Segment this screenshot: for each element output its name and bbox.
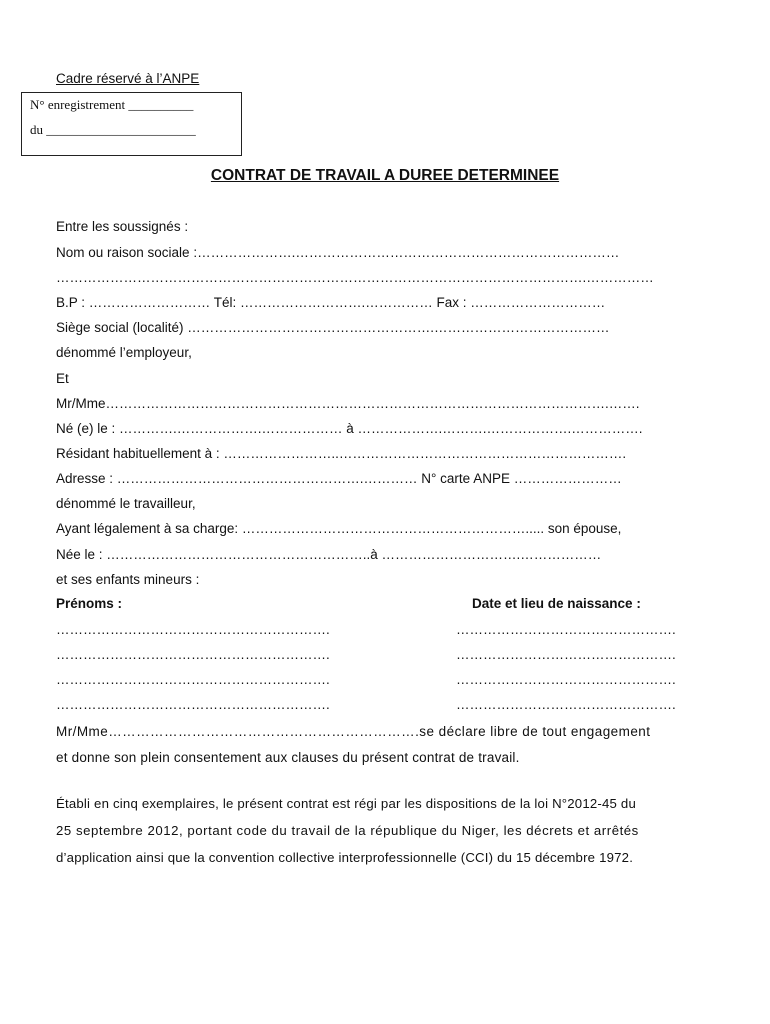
declaration-line-1: Mr/Mme………………………………………………………….se déclare libre de tout engagement: [56, 724, 651, 739]
worker-residence-field: Résidant habituellement à : ……………………..……………………………………………………….: [56, 446, 627, 461]
spouse-birth-field: Née le : …………………………………………………..à ………………………….………………: [56, 547, 602, 562]
legal-line-2: 25 septembre 2012, portant code du travail de la république du Niger, les décrets et arrêtés: [56, 823, 639, 838]
dependents-field: Ayant légalement à sa charge: ………………………………………………………..... son épouse,: [56, 521, 622, 536]
child-birth-field: ………………………………………….: [456, 672, 676, 687]
child-birth-field: ………………………………………….: [456, 622, 676, 637]
birth-header: Date et lieu de naissance :: [472, 596, 641, 611]
child-name-field: …………………………………………………….: [56, 622, 330, 637]
between-label: Entre les soussignés :: [56, 219, 189, 234]
child-name-field: …………………………………………………….: [56, 697, 330, 712]
child-birth-field: ………………………………………….: [456, 697, 676, 712]
employer-name-continuation: ……………………………………………………………………………………………………….……………: [56, 270, 654, 285]
child-name-field: …………………………………………………….: [56, 647, 330, 662]
child-name-field: …………………………………………………….: [56, 672, 330, 687]
employer-contact-fields: B.P : ……………………… Tél: ……………………….…………… Fax : …………………………: [56, 295, 606, 310]
employer-name-field: Nom ou raison sociale :………………….………………………………………………………………: [56, 245, 620, 260]
anpe-registration-box: [21, 92, 242, 156]
worker-name-field: Mr/Mme………………………………………………………………………………………………….…….: [56, 396, 640, 411]
child-birth-field: ………………………………………….: [456, 647, 676, 662]
worker-designation: dénommé le travailleur,: [56, 496, 196, 511]
legal-line-3: d’application ainsi que la convention collective interprofessionnelle (CCI) du 15 décembre 1972.: [56, 850, 634, 865]
employer-designation: dénommé l’employeur,: [56, 345, 192, 360]
registration-number-label: N° enregistrement __________: [30, 97, 194, 112]
contract-title: CONTRAT DE TRAVAIL A DUREE DETERMINEE: [210, 167, 560, 184]
and-label: Et: [56, 371, 69, 386]
worker-address-field: Adresse : ……………………………………………….………… N° carte ANPE ……………………: [56, 471, 622, 486]
minor-children-label: et ses enfants mineurs :: [56, 572, 200, 587]
prenoms-header: Prénoms :: [56, 596, 123, 611]
anpe-reserved-header: Cadre réservé à l’ANPE: [56, 71, 200, 86]
registration-date-label: du _______________________: [30, 122, 196, 137]
employer-headquarters-field: Siège social (localité) ……………………………………………….…………………………………: [56, 320, 610, 335]
declaration-line-2: et donne son plein consentement aux clauses du présent contrat de travail.: [56, 750, 520, 765]
worker-birth-field: Né (e) le : ………….……………….……………… à ……………….……….……………….…………….: [56, 421, 643, 436]
legal-line-1: Établi en cinq exemplaires, le présent contrat est régi par les dispositions de la loi N°2012-45 du: [56, 796, 636, 811]
